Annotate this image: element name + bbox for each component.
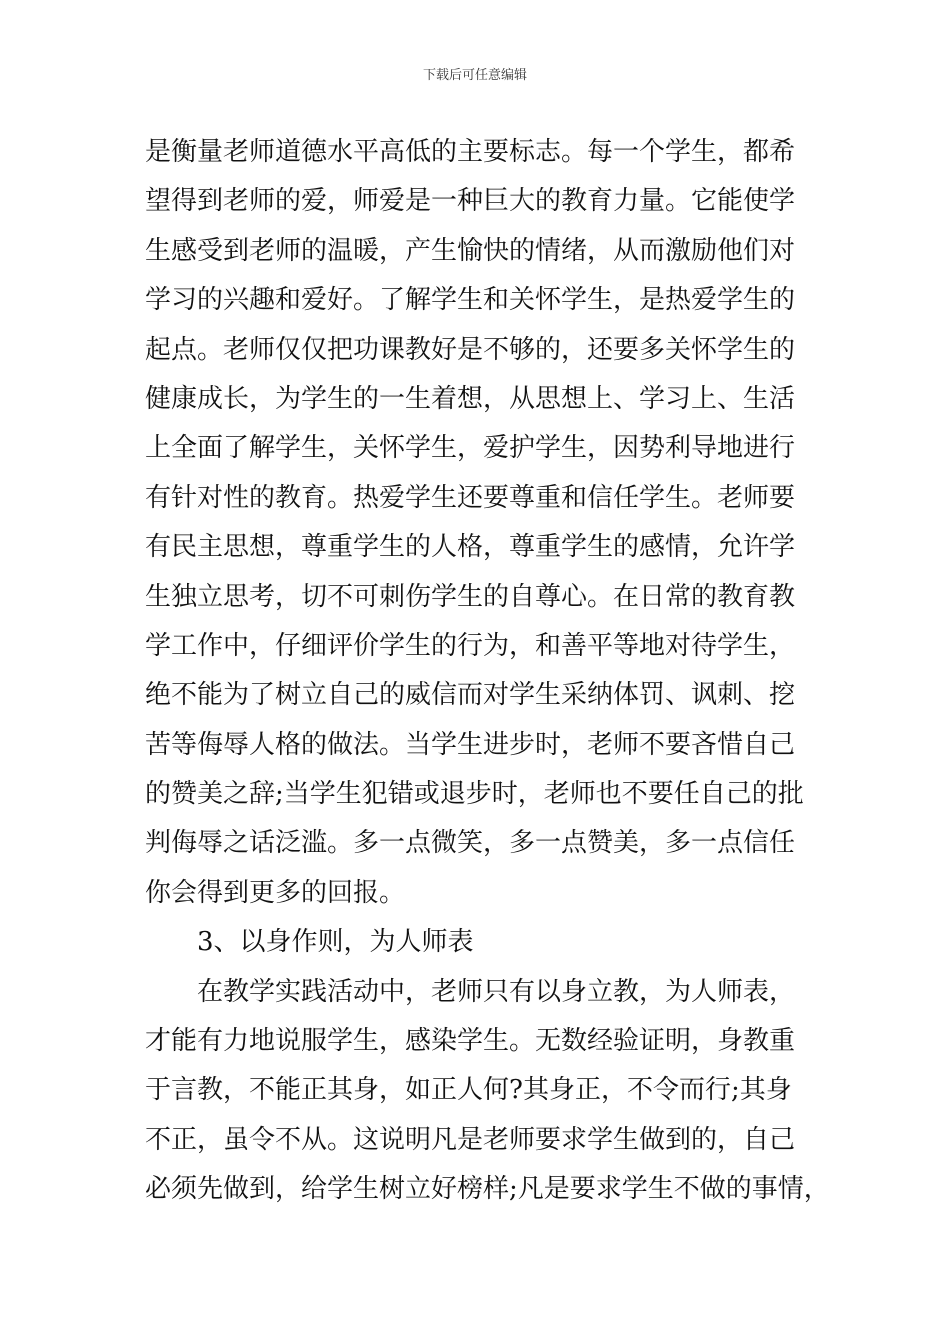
text-line: 健康成长，为学生的一生着想，从思想上、学习上、生活 [145, 383, 796, 414]
page-header: 下载后可任意编辑 [422, 68, 527, 83]
text-line: 在教学实践活动中，老师只有以身立教，为人师表， [197, 976, 796, 1007]
text-line: 你会得到更多的回报。 [145, 877, 406, 908]
text-line: 是衡量老师道德水平高低的主要标志。每一个学生，都希 [145, 137, 796, 167]
text-line: 起点。老师仅仅把功课教好是不够的，还要多关怀学生的 [145, 334, 796, 365]
section-heading: 3、以身作则，为人师表 [197, 927, 474, 958]
text-line: 判侮辱之话泛滥。多一点微笑，多一点赞美，多一点信任 [145, 828, 796, 859]
text-line: 上全面了解学生，关怀学生，爱护学生，因势利导地进行 [145, 433, 796, 464]
text-line: 于言教，不能正其身，如正人何?其身正，不令而行;其身 [145, 1075, 792, 1106]
text-line: 生独立思考，切不可刺伤学生的自尊心。在日常的教育教 [145, 581, 796, 612]
text-line: 绝不能为了树立自己的威信而对学生采纳体罚、讽刺、挖 [145, 680, 796, 711]
text-line: 学习的兴趣和爱好。了解学生和关怀学生，是热爱学生的 [145, 285, 796, 316]
text-line: 学工作中，仔细评价学生的行为，和善平等地对待学生， [145, 630, 796, 661]
text-line: 有民主思想，尊重学生的人格，尊重学生的感情，允许学 [145, 532, 796, 563]
text-line: 望得到老师的爱，师爱是一种巨大的教育力量。它能使学 [145, 186, 796, 217]
text-line: 才能有力地说服学生，感染学生。无数经验证明，身教重 [145, 1026, 796, 1057]
text-line: 不正，虽令不从。这说明凡是老师要求学生做到的，自己 [145, 1124, 796, 1155]
text-line: 必须先做到，给学生树立好榜样;凡是要求学生不做的事情， [145, 1174, 830, 1205]
text-line: 生感受到老师的温暖，产生愉快的情绪，从而激励他们对 [145, 235, 796, 266]
body-text [145, 128, 830, 1215]
text-line: 苦等侮辱人格的做法。当学生进步时，老师不要吝惜自己 [145, 729, 796, 760]
text-line: 有针对性的教育。热爱学生还要尊重和信任学生。老师要 [145, 482, 796, 513]
text-line: 的赞美之辞;当学生犯错或退步时，老师也不要任自己的批 [145, 779, 804, 810]
